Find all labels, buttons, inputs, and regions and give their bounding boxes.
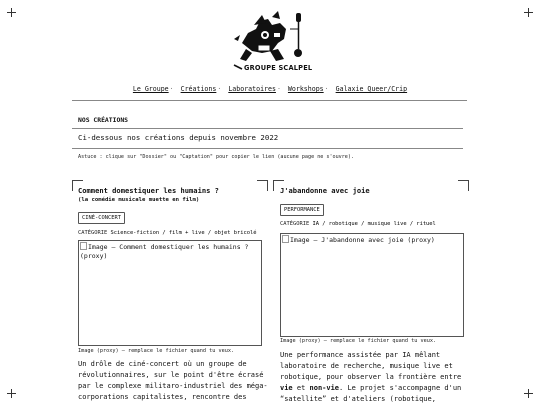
emphasis-vie: vie bbox=[280, 384, 293, 392]
corner-mark-top-left bbox=[7, 8, 16, 17]
card-title: Comment domestiquer les humains ? bbox=[78, 186, 219, 195]
nav-separator: · bbox=[276, 85, 281, 93]
nav-separator: · bbox=[169, 85, 174, 93]
card-description-line: vie et non-vie. Le projet s'accompagne d'un bbox=[280, 384, 462, 392]
category-tag[interactable]: PERFORMANCE bbox=[280, 204, 324, 216]
broken-image-icon bbox=[80, 242, 87, 250]
section-divider bbox=[72, 148, 463, 149]
card-description-line: révolutionnaires, sur le point d'être écrasé bbox=[78, 371, 264, 379]
card-image bbox=[280, 233, 464, 337]
nav-item-workshops[interactable]: Workshops bbox=[287, 85, 324, 93]
section-intro: Ci-dessous nos créations depuis novembre 2022 bbox=[78, 133, 279, 142]
main-nav bbox=[0, 85, 540, 93]
image-alt-text: Image — J'abandonne avec joie (proxy) bbox=[290, 236, 435, 244]
card-description-line: Un drôle de ciné-concert où un groupe de bbox=[78, 360, 247, 368]
image-caption: Image (proxy) — remplace le fichier quand tu veux. bbox=[280, 338, 437, 344]
category-label: CATÉGORIE bbox=[78, 230, 108, 236]
section-tip: Astuce : clique sur "Dossier" ou "Captation" pour copier le lien (aucune page ne s'ouvre). bbox=[78, 154, 355, 160]
corner-mark-top-right bbox=[524, 8, 533, 17]
card-category bbox=[280, 221, 436, 227]
category-label: CATÉGORIE bbox=[280, 221, 310, 227]
card-title: J'abandonne avec joie bbox=[280, 186, 370, 195]
broken-image-icon bbox=[282, 235, 289, 243]
image-alt-text: Image — Comment domestiquer les humains ? (proxy) bbox=[80, 243, 249, 261]
corner-mark-bottom-left bbox=[7, 389, 16, 398]
nav-divider bbox=[72, 100, 467, 101]
nav-item-galaxie-queer-crip[interactable]: Galaxie Queer/Crip bbox=[335, 85, 408, 93]
card-description-line: corporations capitalistes, rencontre des bbox=[78, 393, 247, 401]
card-category bbox=[78, 230, 257, 236]
card-subtitle: (la comédie musicale muette en film) bbox=[78, 197, 200, 203]
card-bracket-top-right bbox=[458, 180, 469, 191]
scalpel-robot-logo[interactable] bbox=[232, 5, 312, 77]
emphasis-non-vie: non-vie bbox=[309, 384, 340, 392]
nav-separator: · bbox=[324, 85, 329, 93]
card-description-line: par le complexe militaro-industriel des méga- bbox=[78, 382, 268, 390]
section-heading: NOS CRÉATIONS bbox=[78, 116, 129, 124]
category-value: Science-fiction / film + live / objet bricolé bbox=[110, 230, 257, 236]
card-description-line: robotique, pour observer la frontière entre bbox=[280, 373, 462, 381]
nav-separator: · bbox=[217, 85, 222, 93]
corner-mark-bottom-right bbox=[524, 389, 533, 398]
nav-item-creations[interactable]: Créations bbox=[180, 85, 217, 93]
category-tag[interactable]: CINÉ-CONCERT bbox=[78, 212, 125, 224]
card-description-line: Une performance assistée par IA mêlant bbox=[280, 351, 441, 359]
card-description-line: laboratoire de recherche, musique live et bbox=[280, 362, 453, 370]
card-description-line: “satellite” et d'ateliers (robotique, bbox=[280, 395, 436, 403]
nav-item-le-groupe[interactable]: Le Groupe bbox=[132, 85, 169, 93]
image-caption: Image (proxy) — remplace le fichier quand tu veux. bbox=[78, 348, 235, 354]
card-image bbox=[78, 240, 262, 346]
nav-item-laboratoires[interactable]: Laboratoires bbox=[228, 85, 276, 93]
card-bracket-top-right bbox=[257, 180, 268, 191]
section-divider bbox=[72, 128, 463, 129]
logo-wordmark: GROUPE SCALPEL bbox=[244, 64, 313, 72]
category-value: IA / robotique / musique live / rituel bbox=[312, 221, 436, 227]
